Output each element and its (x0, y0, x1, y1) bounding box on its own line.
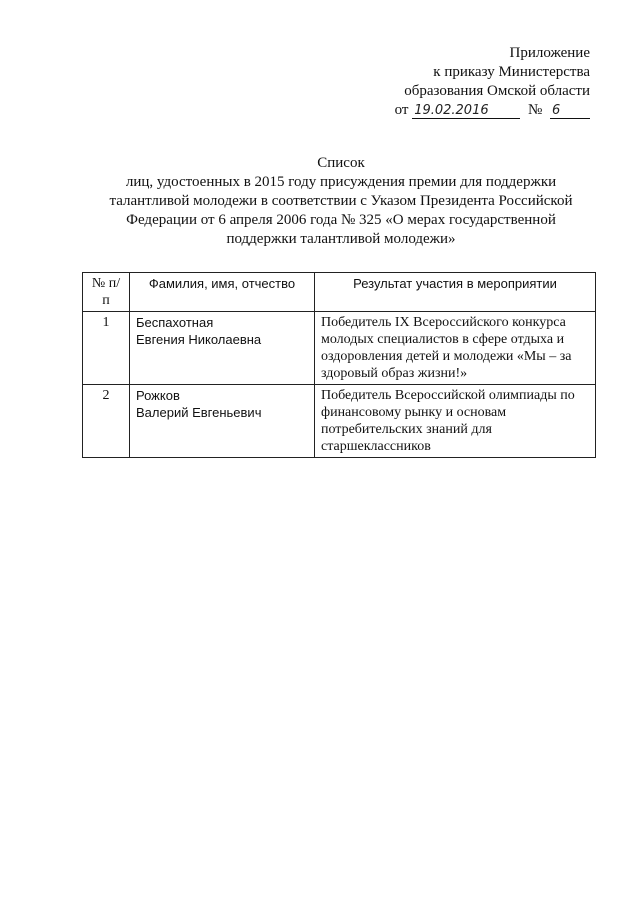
number-sign: № (527, 102, 543, 118)
row-result: Победитель Всероссийской олимпиады по финансовому рынку и основам потребительских знаний для старшеклассников (315, 385, 596, 458)
date-prefix: от (394, 102, 409, 118)
row-surname: Рожков (136, 388, 180, 403)
order-date-number-line (395, 101, 590, 120)
document-title: Список (317, 155, 365, 171)
appendix-block (395, 44, 590, 120)
row-number: 1 (83, 312, 130, 385)
title-block (96, 154, 586, 249)
row-result: Победитель IX Всероссийского конкурса молодых специалистов в сфере отдыха и оздоровления детей и молодежи «Мы – за здоровый образ жизни!» (315, 312, 596, 385)
column-header-result: Результат участия в мероприятии (315, 273, 596, 312)
appendix-ministry: образования Омской области (404, 83, 590, 99)
appendix-label: Приложение (509, 45, 590, 61)
row-given-names: Евгения Николаевна (136, 332, 262, 347)
table-row (83, 312, 596, 385)
row-number: 2 (83, 385, 130, 458)
row-name (130, 312, 315, 385)
column-header-number: № п/п (83, 273, 130, 312)
column-header-name: Фамилия, имя, отчество (130, 273, 315, 312)
row-given-names: Валерий Евгеньевич (136, 405, 262, 420)
order-number-handwritten: 6 (550, 104, 590, 119)
table-header-row (83, 273, 596, 312)
order-date-handwritten: 19.02.2016 (412, 104, 520, 119)
awardees-table (82, 272, 596, 458)
row-surname: Беспахотная (136, 315, 214, 330)
document-subtitle: лиц, удостоенных в 2015 году присуждения премии для поддержки талантливой молодежи в соответствии с Указом Президента Российской Федерации от 6 апреля 2006 года № 325 «О мерах государственной поддержки талантливой молодежи» (109, 174, 573, 247)
table-row (83, 385, 596, 458)
row-name (130, 385, 315, 458)
appendix-order-ref: к приказу Министерства (433, 64, 590, 80)
